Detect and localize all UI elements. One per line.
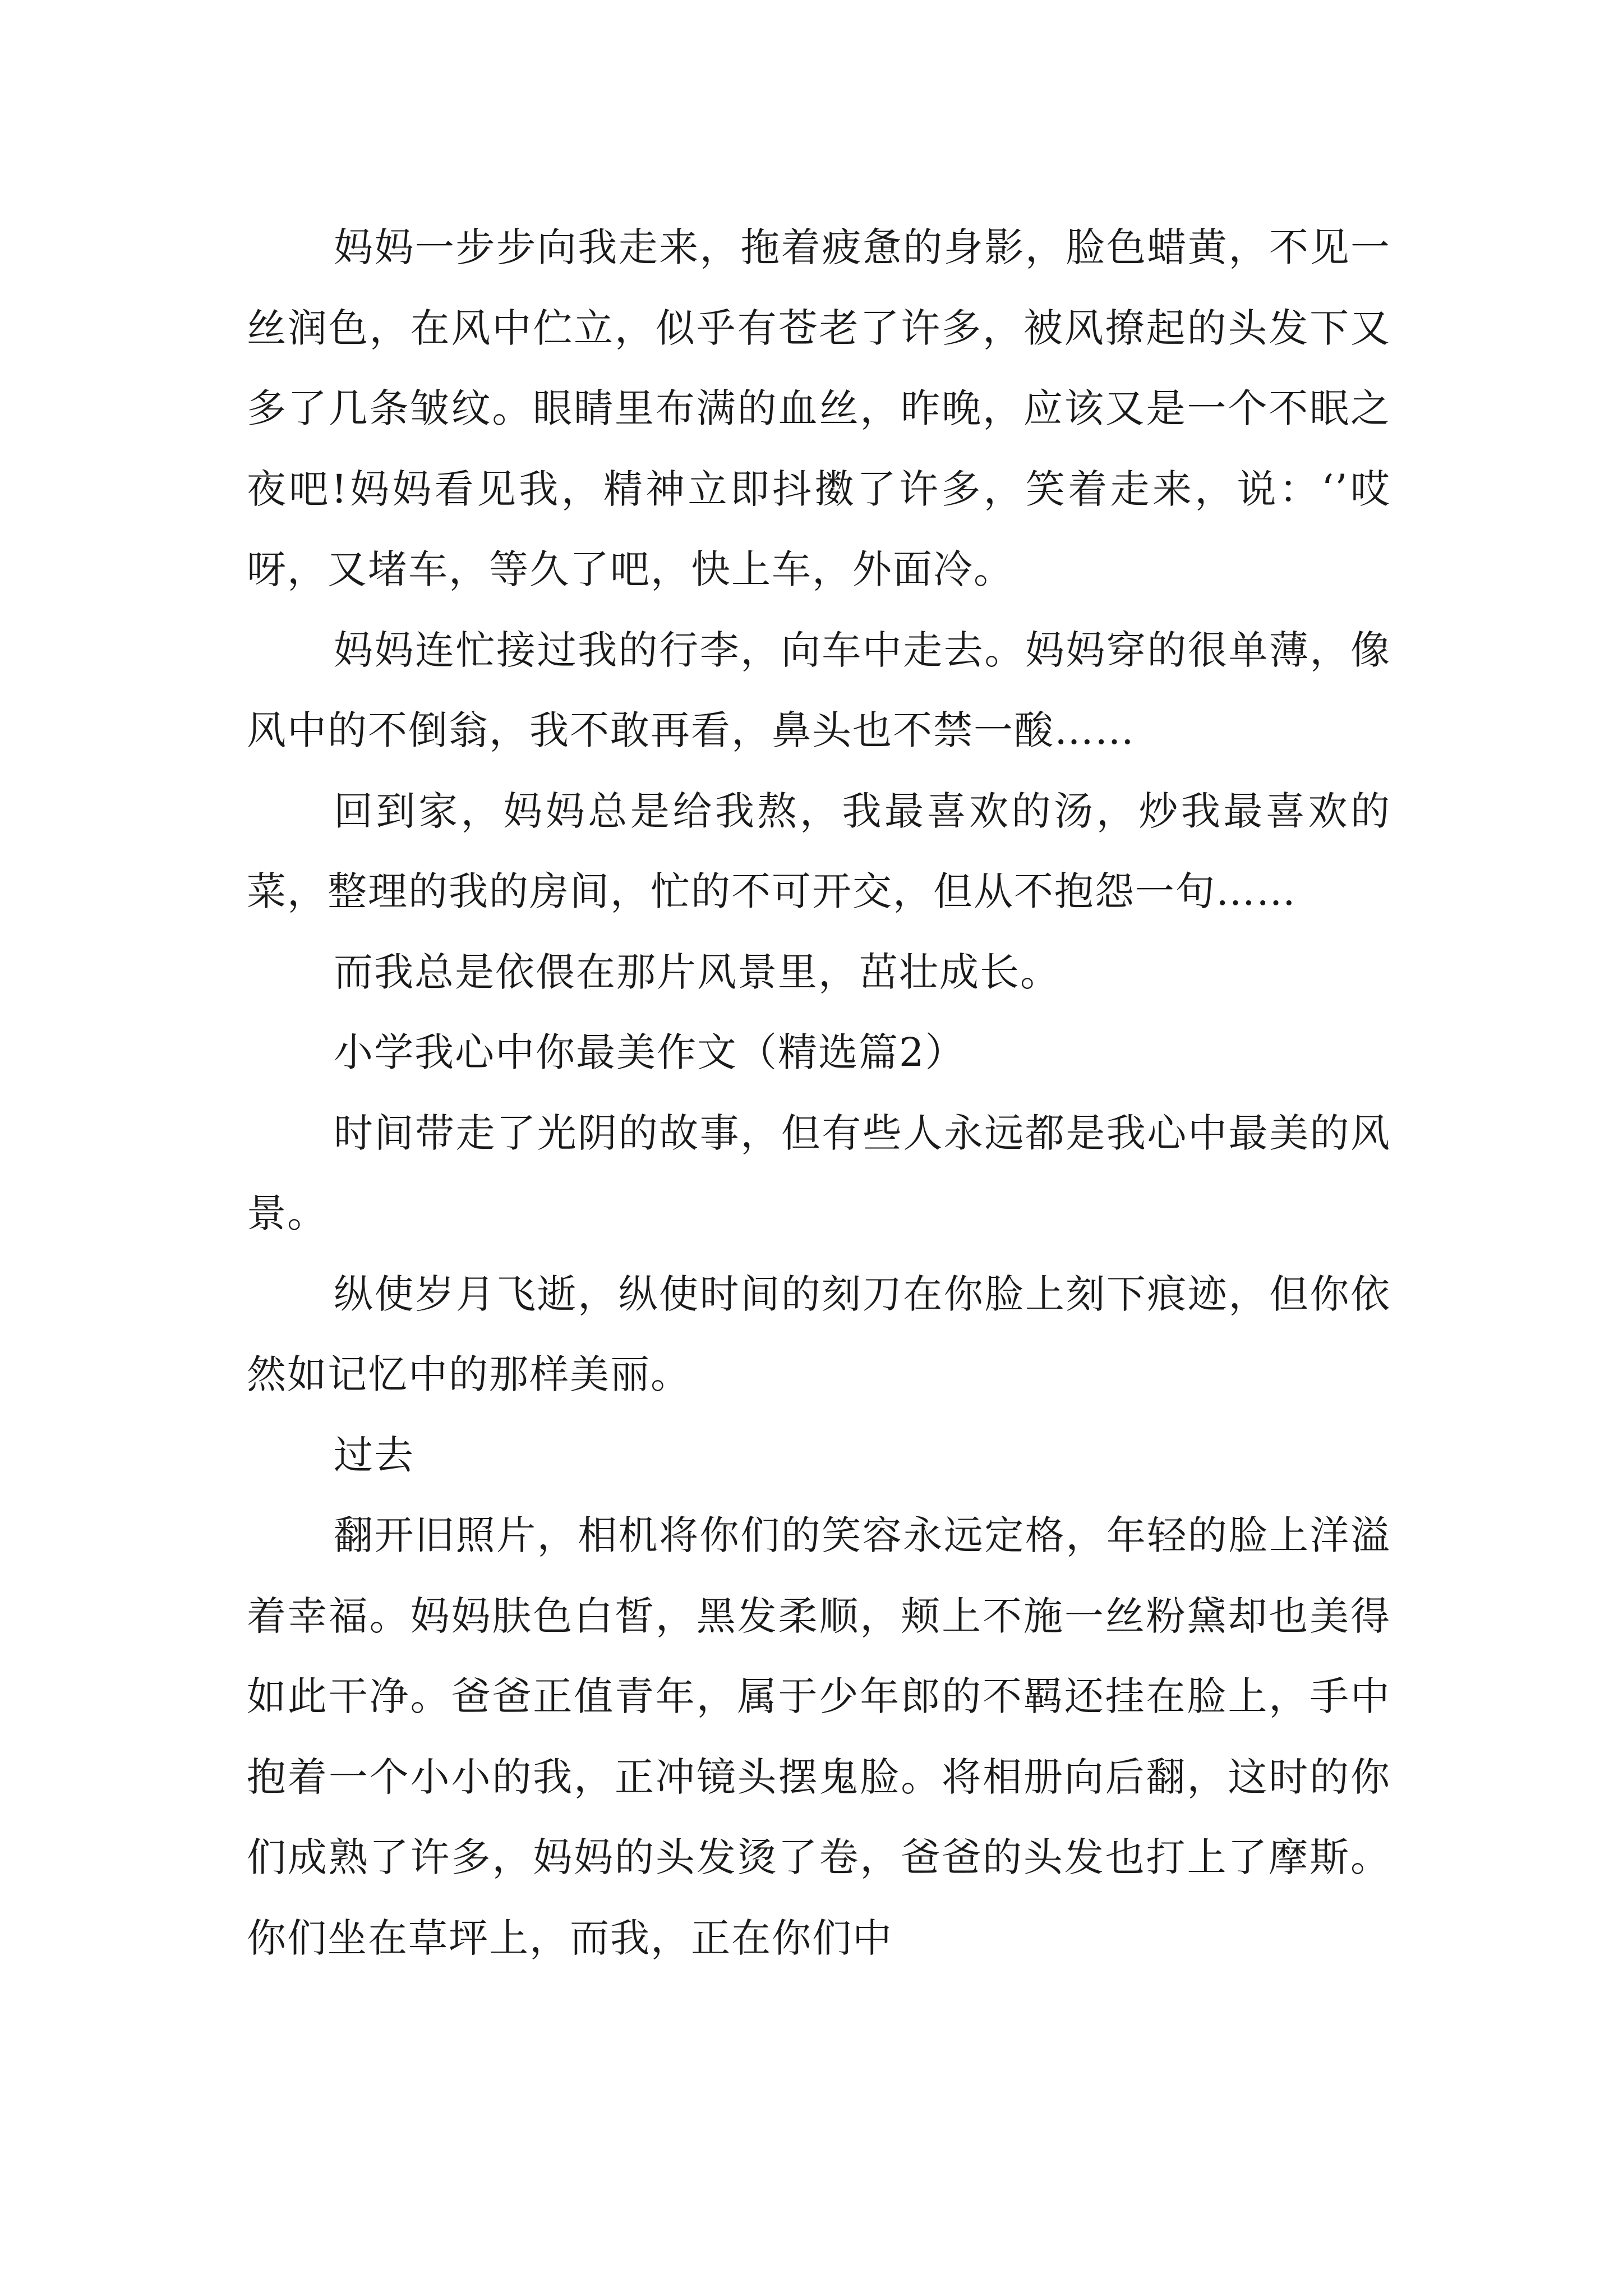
paragraph-years-pass: 纵使岁月飞逝，纵使时间的刻刀在你脸上刻下痕迹，但你依然如记忆中的那样美丽。 — [247, 1271, 1391, 1397]
paragraph-growing-up: 而我总是依偎在那片风景里，茁壮成长。 — [334, 949, 1061, 995]
paragraph-mother-approaching: 妈妈一步步向我走来，拖着疲惫的身影，脸色蜡黄，不见一丝润色，在风中伫立，似乎有苍老了许多，被风撩起的头发下又多了几条皱纹。眼睛里布满的血丝，昨晚，应该又是一个不眠之夜吧!妈妈看见我，精神立即抖擞了许多，笑着走来，说：‘’哎呀，又堵车，等久了吧，快上车，外面冷。 — [247, 224, 1391, 592]
paragraph-old-photos: 翻开旧照片，相机将你们的笑容永远定格，年轻的脸上洋溢着幸福。妈妈肤色白皙，黑发柔顺，颊上不施一丝粉黛却也美得如此干净。爸爸正值青年，属于少年郎的不羁还挂在脸上，手中抱着一个小小的我，正冲镜头摆鬼脸。将相册向后翻，这时的你们成熟了许多，妈妈的头发烫了卷，爸爸的头发也打上了摩斯。你们坐在草坪上，而我，正在你们中 — [247, 1512, 1391, 1961]
document-body — [247, 208, 1391, 1978]
paragraph-time-stories: 时间带走了光阴的故事，但有些人永远都是我心中最美的风景。 — [247, 1110, 1391, 1236]
paragraph-mother-luggage: 妈妈连忙接过我的行李，向车中走去。妈妈穿的很单薄，像风中的不倒翁，我不敢再看，鼻头也不禁一酸…… — [247, 627, 1391, 753]
section-title: 小学我心中你最美作文（精选篇2） — [334, 1029, 966, 1075]
paragraph-back-home: 回到家，妈妈总是给我熬，我最喜欢的汤，炒我最喜欢的菜，整理的我的房间，忙的不可开交，但从不抱怨一句…… — [247, 788, 1391, 914]
subheading-past: 过去 — [334, 1432, 414, 1478]
